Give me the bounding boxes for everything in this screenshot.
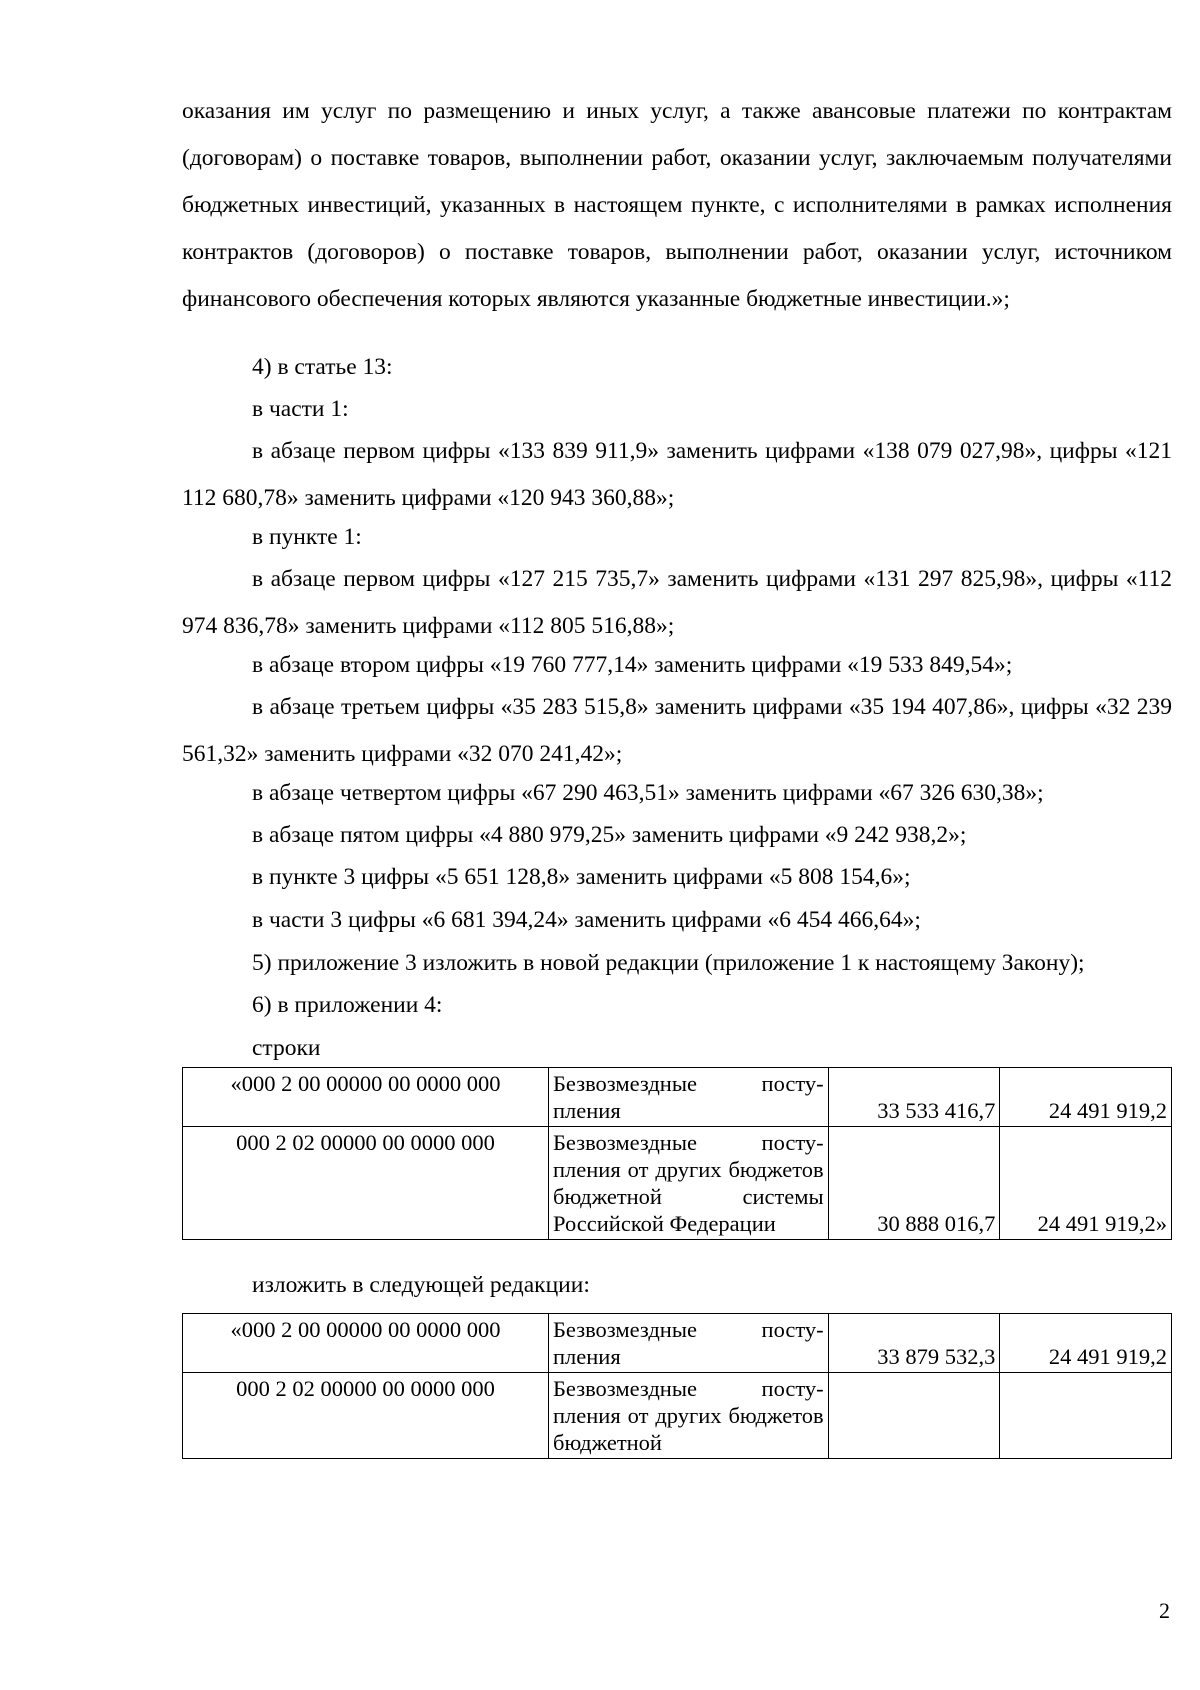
amount-cell: 33 533 416,7 — [828, 1068, 1000, 1127]
budget-code-cell: 000 2 02 00000 00 0000 000 — [183, 1127, 549, 1240]
table-row — [183, 1373, 1172, 1459]
paragraph-investments-continuation: оказания им услуг по размещению и иных услуг, а также авансовые платежи по контрактам (договорам) о поставке товаров, выполнении работ, оказании услуг, заключаемым получателями бюджетных инвестиций, указанных в настоящем пункте, с исполнителями в рамках исполнения контрактов (договоров) о поставке товаров, выполнении работ, оказании услуг, источником финансового обеспечения которых являются указанные бюджетные инвестиции.»; — [182, 98, 1172, 312]
paragraph-third-abzac: в абзаце третьем цифры «35 283 515,8» заменить цифрами «35 194 407,86», цифры «32 239 561,32» заменить цифрами «32 070 241,42»; — [182, 694, 1172, 767]
amount-cell — [828, 1373, 1000, 1459]
paragraph-part-1: в части 1: — [252, 396, 349, 422]
budget-code-cell: 000 2 02 00000 00 0000 000 — [183, 1373, 549, 1459]
amount-cell: 30 888 016,7 — [828, 1127, 1000, 1240]
paragraph-part-3: в части 3 цифры «6 681 394,24» заменить цифрами «6 454 466,64»; — [252, 907, 921, 933]
income-name-cell: Безвозмездные посту-пления — [549, 1314, 829, 1373]
table-row — [183, 1127, 1172, 1240]
table-row — [183, 1068, 1172, 1127]
amount-cell: 24 491 919,2» — [1000, 1127, 1172, 1240]
table-row — [183, 1314, 1172, 1373]
paragraph-point-1: в пункте 1: — [252, 524, 362, 550]
amount-cell: 24 491 919,2 — [1000, 1068, 1172, 1127]
paragraph-rows-label: строки — [252, 1035, 321, 1061]
table-new-rows — [182, 1313, 1172, 1459]
income-name-cell: Безвозмездные посту-пления — [549, 1068, 829, 1127]
budget-code-cell: «000 2 00 00000 00 0000 000 — [183, 1068, 549, 1127]
amount-cell: 24 491 919,2 — [1000, 1314, 1172, 1373]
table-old-rows — [182, 1067, 1172, 1240]
paragraph-point-3: в пункте 3 цифры «5 651 128,8» заменить цифрами «5 808 154,6»; — [252, 864, 911, 890]
paragraph-part-1-first-abzac: в абзаце первом цифры «133 839 911,9» заменить цифрами «138 079 027,98», цифры «121 112 680,78» заменить цифрами «120 943 360,88»; — [182, 438, 1172, 511]
amount-cell — [1000, 1373, 1172, 1459]
budget-code-cell: «000 2 00 00000 00 0000 000 — [183, 1314, 549, 1373]
paragraph-second-abzac: в абзаце втором цифры «19 760 777,14» заменить цифрами «19 533 849,54»; — [252, 652, 1013, 678]
income-name-cell: Безвозмездные посту-пления от других бюджетов бюджетной — [549, 1373, 829, 1459]
paragraph-annex-3: 5) приложение 3 изложить в новой редакции (приложение 1 к настоящему Закону); — [252, 950, 1085, 976]
paragraph-point-1-first-abzac: в абзаце первом цифры «127 215 735,7» заменить цифрами «131 297 825,98», цифры «112 974 836,78» заменить цифрами «112 805 516,88»; — [182, 566, 1172, 639]
paragraph-annex-4: 6) в приложении 4: — [252, 992, 443, 1018]
paragraph-fifth-abzac: в абзаце пятом цифры «4 880 979,25» заменить цифрами «9 242 938,2»; — [252, 822, 967, 848]
page-number: 2 — [1159, 1598, 1170, 1623]
income-name-cell: Безвозмездные посту-пления от других бюджетов бюджетной системы Российской Федерации — [549, 1127, 829, 1240]
paragraph-article-13: 4) в статье 13: — [252, 354, 393, 380]
amount-cell: 33 879 532,3 — [828, 1314, 1000, 1373]
paragraph-new-wording: изложить в следующей редакции: — [252, 1272, 590, 1298]
paragraph-fourth-abzac: в абзаце четвертом цифры «67 290 463,51» заменить цифрами «67 326 630,38»; — [252, 780, 1044, 806]
